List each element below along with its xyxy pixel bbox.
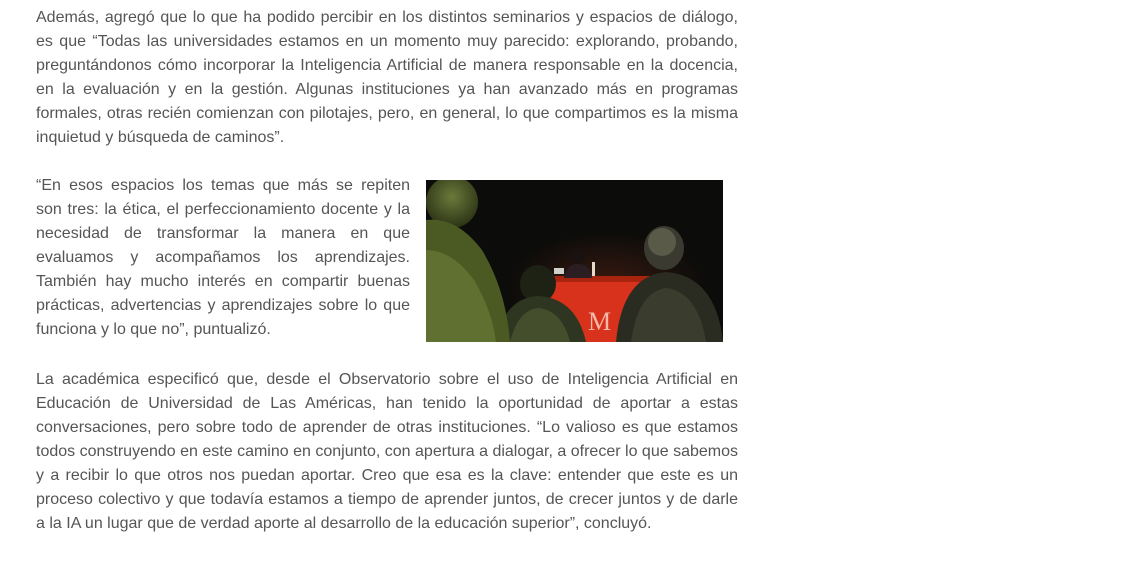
podium-logo-mark: M <box>588 307 612 336</box>
paragraph-1: Además, agregó que lo que ha podido percibir en los distintos seminarios y espacios de diálogo, es que “Todas las universidades estamos en un momento muy parecido: explorando, probando, preguntándonos cómo incorporar la Inteligencia Artificial de manera responsable en la docencia, en la evaluación y en la gestión. Algunas instituciones ya han avanzado más en programas formales, otras recién comienzan con pilotajes, pero, en general, lo que compartimos es la misma inquietud y búsqueda de caminos”. <box>36 9 738 146</box>
speaker-head <box>571 248 585 264</box>
speaker-hand <box>592 262 595 276</box>
audience-speaker-photo <box>426 180 723 342</box>
paragraph-3: La académica especificó que, desde el Observatorio sobre el uso de Inteligencia Artificial en Educación de Universidad de Las Américas, han tenido la oportunidad de aportar a estas conversaciones, pero sobre todo de aprender de otras instituciones. “Lo valioso es que estamos todos construyendo en este camino en conjunto, con apertura a dialogar, a ofrecer lo que sabemos y a recibir lo que otros nos puedan aportar. Creo que esa es la clave: entender que este es un proceso colectivo y que todavía estamos a tiempo de aprender juntos, de crecer juntos y de darle a la IA un lugar que de verdad aporte al desarrollo de la educación superior”, concluyó. <box>36 371 738 532</box>
paragraph-2: “En esos espacios los temas que más se repiten son tres: la ética, el perfeccionamiento docente y la necesidad de transformar la manera en que evaluamos y acompañamos los aprendizajes. También hay mucho interés en compartir buenas prácticas, advertencias y aprendizajes sobre lo que funciona y lo que no”, puntualizó. <box>36 177 410 338</box>
article-body <box>36 6 738 536</box>
event-photo[interactable] <box>426 180 723 342</box>
